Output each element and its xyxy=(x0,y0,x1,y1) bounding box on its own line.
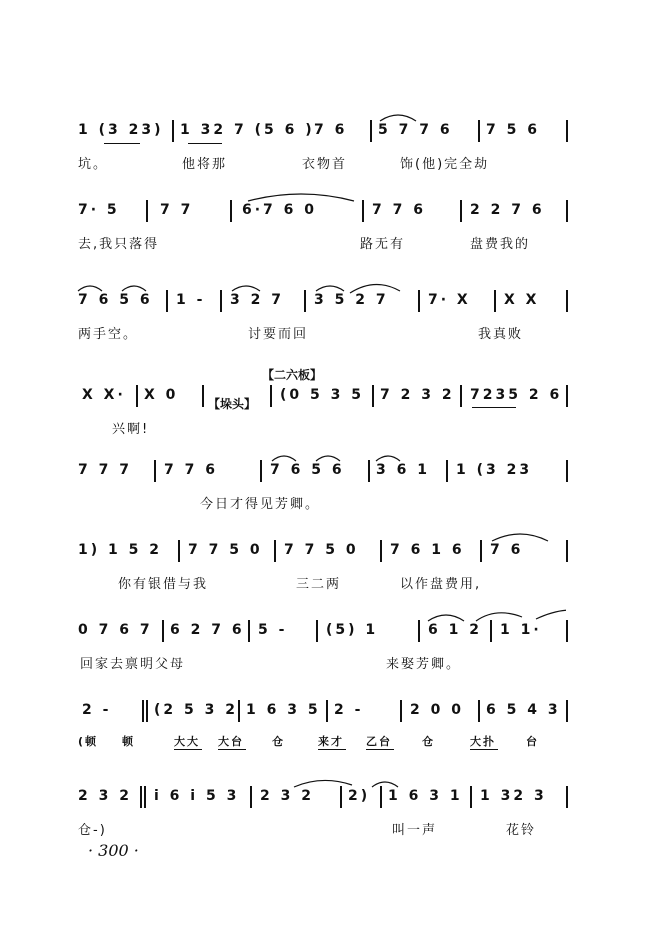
lyric-text: 兴啊! xyxy=(112,422,150,437)
score-system-3 xyxy=(0,292,655,372)
slur xyxy=(246,189,356,203)
section-heading: 【二六板】 xyxy=(262,368,323,382)
measure: 1 - xyxy=(176,292,206,308)
lyric-text: 大台 xyxy=(218,735,244,748)
measure: 7 7 5 0 xyxy=(284,542,359,558)
barline xyxy=(270,385,272,407)
lyric-text: 两手空。 xyxy=(78,327,139,342)
measure: 7 6 5 6 xyxy=(78,292,153,308)
measure: X X· xyxy=(82,387,126,403)
lyric-text: 台 xyxy=(526,735,539,748)
barline xyxy=(478,120,480,142)
barline xyxy=(260,460,262,482)
measure: 7 7 5 0 xyxy=(188,542,263,558)
notation-row xyxy=(70,292,590,318)
lyric-text: 衣物首 xyxy=(302,157,348,172)
measure: 7 7 xyxy=(160,202,194,218)
barline xyxy=(460,385,462,407)
barline xyxy=(146,700,148,722)
barline xyxy=(566,620,568,642)
lyric-text: 花铃 xyxy=(506,823,537,838)
lyric-text: 仓 xyxy=(422,735,435,748)
lyric-text: (顿 xyxy=(78,735,99,748)
notation-row xyxy=(70,702,590,728)
underline xyxy=(318,749,346,750)
lyric-text: 回家去禀明父母 xyxy=(80,657,186,672)
barline xyxy=(460,200,462,222)
barline xyxy=(274,540,276,562)
measure: 2 3 2 xyxy=(260,788,314,804)
notation-row xyxy=(70,788,590,814)
lyric-text: 大大 xyxy=(174,735,200,748)
slur xyxy=(426,609,566,625)
barline xyxy=(166,290,168,312)
barline xyxy=(146,200,148,222)
measure: 3 5 2 7 xyxy=(314,292,389,308)
barline xyxy=(566,290,568,312)
slur xyxy=(378,109,418,123)
measure: (5) 1 xyxy=(326,622,379,638)
lyric-text: 我真败 xyxy=(478,327,524,342)
underline xyxy=(470,749,498,750)
measure: 7 7 7 xyxy=(78,462,132,478)
lyric-text: 他将那 xyxy=(182,157,228,172)
measure: 1 6 3 5 xyxy=(246,702,321,718)
lyric-text: 叫一声 xyxy=(392,823,438,838)
measure: (0 5 3 5 xyxy=(280,387,364,403)
measure: 5 7 7 6 xyxy=(378,122,453,138)
barline xyxy=(494,290,496,312)
percussion-label: 【垛头】 xyxy=(208,397,257,411)
measure: 1 32 3 xyxy=(480,788,547,804)
barline xyxy=(480,540,482,562)
underline xyxy=(218,749,246,750)
page-number: · 300 · xyxy=(88,841,139,860)
barline xyxy=(566,786,568,808)
lyric-row xyxy=(70,573,590,593)
measure: 1 6 3 1 xyxy=(388,788,463,804)
lyric-row xyxy=(70,733,590,753)
barline xyxy=(248,620,250,642)
measure: 1 (3 23 xyxy=(456,462,533,478)
barline xyxy=(370,120,372,142)
barline xyxy=(478,700,480,722)
slur xyxy=(370,775,400,789)
slur xyxy=(76,279,156,293)
barline xyxy=(238,700,240,722)
barline xyxy=(566,385,568,407)
barline xyxy=(162,620,164,642)
measure: 2 2 7 6 xyxy=(470,202,545,218)
measure: 5 - xyxy=(258,622,288,638)
slur xyxy=(270,449,410,463)
measure: 7· X xyxy=(428,292,471,308)
barline xyxy=(470,786,472,808)
slur xyxy=(490,529,550,543)
barline xyxy=(136,385,138,407)
measure: 3 6 1 xyxy=(376,462,430,478)
measure: 6·7 6 0 xyxy=(242,202,318,218)
barline xyxy=(362,200,364,222)
barline xyxy=(220,290,222,312)
barline xyxy=(326,700,328,722)
barline xyxy=(400,700,402,722)
score-system-2 xyxy=(0,202,655,282)
measure: 2 - xyxy=(82,702,112,718)
measure: 7 6 5 6 xyxy=(270,462,345,478)
lyric-row xyxy=(70,153,590,173)
lyric-row xyxy=(70,819,590,839)
measure: 7 7 6 xyxy=(372,202,426,218)
measure: X 0 xyxy=(144,387,179,403)
measure: 1 (3 23) xyxy=(78,122,164,138)
barline xyxy=(144,786,146,808)
lyric-text: 来娶芳卿。 xyxy=(386,657,462,672)
barline xyxy=(316,620,318,642)
lyric-text: 仓-) xyxy=(78,823,107,838)
lyric-text: 你有银借与我 xyxy=(118,577,209,592)
barline xyxy=(418,620,420,642)
underline xyxy=(366,749,394,750)
measure: 2 0 0 xyxy=(410,702,464,718)
lyric-text: 盘费我的 xyxy=(470,237,531,252)
notation-row xyxy=(70,462,590,488)
measure: 2 3 2 xyxy=(78,788,132,804)
lyric-text: 坑。 xyxy=(78,157,109,172)
measure: 3 2 7 xyxy=(230,292,284,308)
lyric-row xyxy=(70,323,590,343)
measure: 7235 2 6 xyxy=(470,387,563,403)
measure: 7 6 1 6 xyxy=(390,542,465,558)
barline xyxy=(566,460,568,482)
slur xyxy=(230,279,420,295)
underline xyxy=(174,749,202,750)
lyric-text: 饰(他)完全劫 xyxy=(400,157,490,172)
barline xyxy=(446,460,448,482)
lyric-text: 大扑 xyxy=(470,735,496,748)
measure: X X xyxy=(504,292,540,308)
barline xyxy=(380,540,382,562)
underline xyxy=(104,143,140,144)
score-system-8 xyxy=(0,702,655,782)
lyric-row xyxy=(70,653,590,673)
barline xyxy=(140,786,142,808)
lyric-text: 去,我只落得 xyxy=(78,237,160,252)
measure: 2) xyxy=(348,788,371,804)
score-system-5 xyxy=(0,462,655,542)
underline xyxy=(188,143,222,144)
measure: 6 2 7 6 xyxy=(170,622,245,638)
measure: 7 5 6 xyxy=(486,122,540,138)
barline xyxy=(178,540,180,562)
measure: 0 7 6 7 xyxy=(78,622,153,638)
notation-row xyxy=(70,122,590,148)
lyric-text: 路无有 xyxy=(360,237,406,252)
lyric-text: 仓 xyxy=(272,735,285,748)
measure: 2 - xyxy=(334,702,364,718)
lyric-text: 以作盘费用, xyxy=(400,577,482,592)
barline xyxy=(230,200,232,222)
notation-row xyxy=(70,387,590,413)
barline xyxy=(172,120,174,142)
lyric-row xyxy=(70,493,590,513)
measure: 1 1· xyxy=(500,622,542,638)
barline xyxy=(154,460,156,482)
measure: 7 6 xyxy=(314,122,348,138)
lyric-row xyxy=(70,418,590,438)
barline xyxy=(566,700,568,722)
measure: 1) 1 5 2 xyxy=(78,542,162,558)
lyric-text: 讨要而回 xyxy=(248,327,309,342)
notation-row xyxy=(70,202,590,228)
slur xyxy=(292,775,382,791)
measure: 7 2 3 2 xyxy=(380,387,455,403)
barline xyxy=(250,786,252,808)
notation-row xyxy=(70,622,590,648)
lyric-row xyxy=(70,233,590,253)
barline xyxy=(372,385,374,407)
lyric-text: 乙台 xyxy=(366,735,392,748)
barline xyxy=(566,540,568,562)
barline xyxy=(142,700,144,722)
barline xyxy=(566,120,568,142)
measure: 7· 5 xyxy=(78,202,120,218)
measure: 6 1 2 xyxy=(428,622,482,638)
lyric-text: 来才 xyxy=(318,735,344,748)
lyric-text: 顿 xyxy=(122,735,135,748)
measure: i 6 i 5 3 xyxy=(154,788,240,804)
measure: 1 32 7 (5 6 ) xyxy=(180,122,315,138)
measure: 7 6 xyxy=(490,542,524,558)
barline xyxy=(368,460,370,482)
score-system-7 xyxy=(0,622,655,702)
lyric-text: 三二两 xyxy=(296,577,342,592)
notation-row xyxy=(70,542,590,568)
measure: 7 7 6 xyxy=(164,462,218,478)
underline xyxy=(472,407,516,408)
barline xyxy=(566,200,568,222)
lyric-text: 今日才得见芳卿。 xyxy=(200,497,321,512)
measure: (2 5 3 2 xyxy=(154,702,238,718)
barline xyxy=(202,385,204,407)
measure: 6 5 4 3 xyxy=(486,702,561,718)
